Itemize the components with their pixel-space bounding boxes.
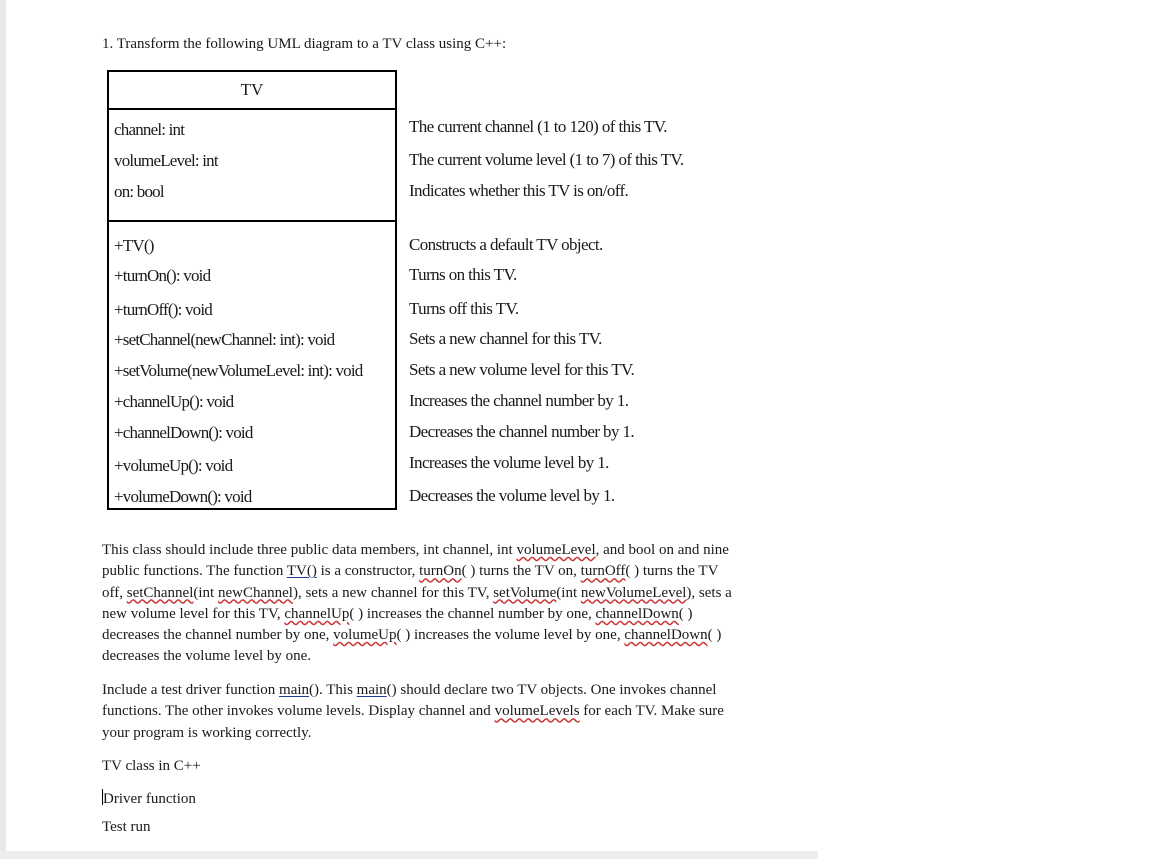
text-run: ( ) decreases the channel number by one, (102, 605, 693, 644)
uml-attribute: on: bool (114, 182, 164, 201)
text-run: is a constructor, (316, 563, 420, 580)
flagged-word: channelUp (284, 605, 350, 622)
flagged-word: setChannel (126, 584, 194, 601)
flagged-word: channelDown (624, 627, 708, 644)
method-description: Turns off this TV. (409, 299, 519, 318)
method-description: Decreases the volume level by 1. (409, 486, 615, 505)
flagged-word: newChannel (217, 584, 293, 601)
uml-class-diagram (107, 70, 397, 510)
text-run: This class should include three public data members, int channel, int (102, 542, 517, 558)
flagged-word: channelDown (595, 605, 679, 622)
uml-method: +channelUp(): void (114, 392, 234, 411)
uml-method: +channelDown(): void (114, 423, 253, 442)
uml-attribute: volumeLevel: int (114, 151, 218, 170)
method-description: Increases the channel number by 1. (409, 391, 629, 410)
flagged-word: turnOff (580, 563, 626, 580)
text-run: ), sets a new channel for this TV, (292, 584, 494, 601)
attribute-description: The current volume level (1 to 7) of this TV. (409, 150, 684, 169)
method-description: Constructs a default TV object. (409, 235, 603, 254)
uml-method: +turnOn(): void (114, 266, 211, 285)
page-bottom-edge (0, 851, 818, 859)
uml-class-name: TV (109, 72, 395, 110)
attribute-description: The current channel (1 to 120) of this TV. (409, 117, 667, 136)
uml-method: +setChannel(newChannel: int): void (114, 330, 335, 349)
text-run: ( ) turns the TV off, (102, 563, 719, 601)
text-run: ( ) turns the TV on, (461, 563, 581, 580)
text-run: () should declare two TV objects. One invokes channel functions. The other invokes volume levels. Display channel and (102, 682, 717, 720)
text-run: Include a test driver function (102, 682, 280, 698)
page-left-edge (0, 0, 6, 859)
text-run: (int (556, 584, 581, 601)
linked-word: TV() (286, 563, 317, 580)
driver-requirements-paragraph (102, 680, 732, 744)
text-run: ), sets a new volume level for this TV, (102, 584, 732, 622)
uml-method: +volumeUp(): void (114, 456, 233, 475)
section-tv-class: TV class in C++ (102, 758, 201, 774)
section-test-run: Test run (102, 819, 151, 835)
section-driver-label: Driver function (103, 791, 196, 807)
uml-attribute: channel: int (114, 120, 185, 139)
text-run: for each TV. Make sure your program is working correctly. (102, 703, 724, 741)
uml-method: +turnOff(): void (114, 300, 212, 319)
text-run: ( ) decreases the volume level by one. (102, 627, 722, 665)
uml-method: +volumeDown(): void (114, 487, 252, 506)
method-description: Increases the volume level by 1. (409, 453, 609, 472)
question-heading: 1. Transform the following UML diagram to a TV class using C++: (102, 36, 507, 52)
flagged-word: turnOn (419, 563, 462, 580)
method-description: Sets a new volume level for this TV. (409, 360, 635, 379)
linked-word: main (356, 682, 387, 698)
text-run: (). This (309, 682, 357, 698)
uml-section-divider (109, 220, 395, 222)
flagged-word: newVolumeLevel (580, 584, 687, 601)
section-driver-function[interactable] (102, 789, 196, 808)
linked-word: main (279, 682, 310, 698)
method-description: Decreases the channel number by 1. (409, 422, 635, 441)
uml-method: +setVolume(newVolumeLevel: int): void (114, 361, 363, 380)
uml-method: +TV() (114, 236, 154, 255)
flagged-word: setVolume (493, 584, 557, 601)
text-run: (int (193, 584, 218, 601)
method-description: Sets a new channel for this TV. (409, 329, 602, 348)
flagged-word: volumeLevels (494, 703, 580, 720)
method-description: Turns on this TV. (409, 265, 517, 284)
flagged-word: volumeLevel (516, 542, 596, 558)
attribute-description: Indicates whether this TV is on/off. (409, 181, 629, 200)
text-run: ( ) increases the channel number by one, (349, 605, 596, 622)
text-run: ( ) increases the volume level by one, (396, 627, 625, 644)
text-run: , and bool on and nine public functions. The function (102, 542, 729, 580)
class-requirements-paragraph (102, 540, 732, 668)
flagged-word: volumeUp (333, 627, 397, 644)
